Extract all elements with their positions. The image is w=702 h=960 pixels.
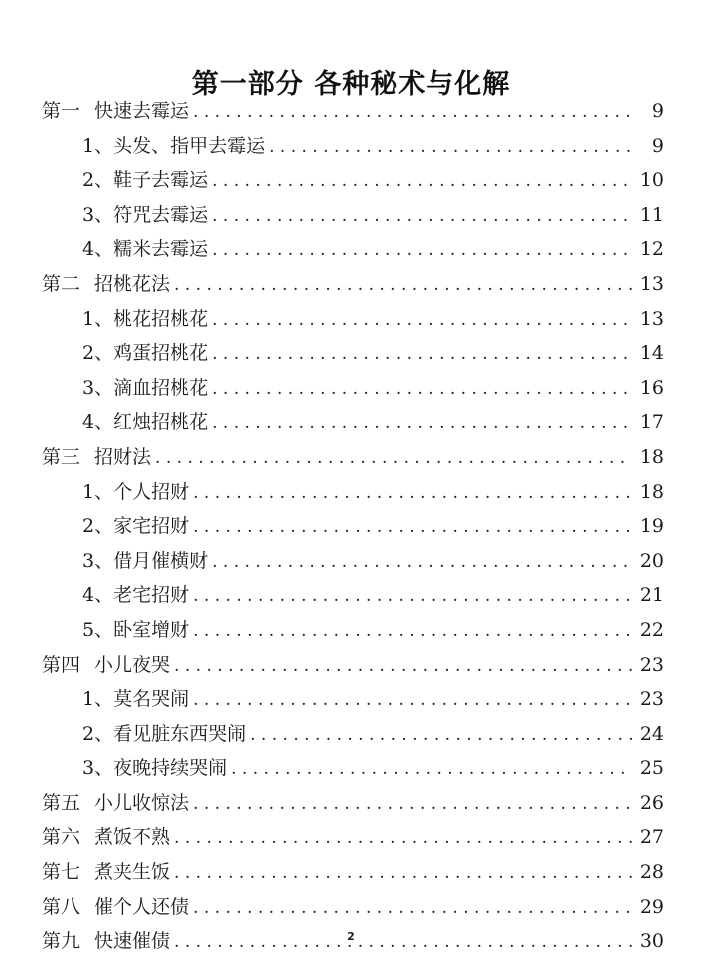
toc-subentry[interactable] bbox=[42, 129, 664, 164]
dot-leader bbox=[193, 787, 632, 822]
toc-subentry[interactable] bbox=[42, 751, 664, 786]
dot-leader bbox=[212, 164, 632, 199]
toc-entry[interactable] bbox=[42, 648, 664, 683]
toc-entry-page: 13 bbox=[639, 307, 664, 330]
toc-entry-page: 19 bbox=[639, 515, 664, 538]
toc-subentry[interactable] bbox=[42, 198, 664, 233]
toc-subentry[interactable] bbox=[42, 578, 664, 613]
toc-entry-page: 23 bbox=[639, 688, 664, 711]
toc-entry-label: 看见脏东西哭闹 bbox=[113, 722, 247, 745]
toc-entry-number: 第八 bbox=[42, 895, 81, 918]
dot-leader bbox=[174, 649, 632, 684]
toc-entry-number: 第四 bbox=[42, 653, 81, 676]
toc-entry[interactable] bbox=[42, 94, 664, 129]
toc-entry-page: 17 bbox=[639, 411, 664, 434]
toc-subentry[interactable] bbox=[42, 682, 664, 717]
table-of-contents bbox=[42, 94, 664, 959]
toc-entry-number: 第三 bbox=[42, 445, 81, 468]
toc-entry-page: 27 bbox=[639, 826, 664, 849]
toc-entry-label: 符咒去霉运 bbox=[113, 203, 209, 226]
toc-subentry[interactable] bbox=[42, 475, 664, 510]
dot-leader bbox=[193, 683, 632, 718]
toc-entry-number: 3、 bbox=[82, 757, 114, 780]
toc-entry-label: 快速去霉运 bbox=[94, 100, 190, 122]
dot-leader bbox=[212, 545, 632, 580]
toc-entry-label: 招桃花法 bbox=[94, 272, 171, 295]
toc-entry-page: 24 bbox=[639, 722, 664, 745]
toc-entry-number: 第九 bbox=[42, 930, 81, 953]
page-number: 2 bbox=[347, 930, 355, 943]
toc-subentry[interactable] bbox=[42, 336, 664, 371]
toc-subentry[interactable] bbox=[42, 613, 664, 648]
toc-entry-label: 煮饭不熟 bbox=[94, 826, 171, 849]
toc-entry-page: 14 bbox=[639, 342, 664, 365]
dot-leader bbox=[193, 95, 632, 130]
toc-entry-page: 23 bbox=[639, 653, 664, 676]
toc-entry-label: 借月催横财 bbox=[113, 549, 209, 572]
toc-entry-number: 3、 bbox=[82, 549, 114, 572]
toc-entry-page: 13 bbox=[639, 272, 664, 295]
toc-entry-page: 16 bbox=[639, 376, 664, 399]
dot-leader bbox=[212, 233, 632, 268]
toc-entry-page: 25 bbox=[639, 757, 664, 780]
toc-entry-number: 1、 bbox=[82, 307, 114, 330]
toc-entry-number: 1、 bbox=[82, 480, 114, 503]
toc-entry-number: 2、 bbox=[82, 515, 114, 538]
toc-entry-number: 第二 bbox=[42, 272, 81, 295]
toc-entry-label: 夜晚持续哭闹 bbox=[113, 757, 228, 780]
dot-leader bbox=[231, 752, 632, 787]
toc-subentry[interactable] bbox=[42, 509, 664, 544]
toc-entry-number: 4、 bbox=[82, 411, 114, 434]
toc-entry-label: 催个人还债 bbox=[94, 895, 190, 918]
toc-entry-number: 第五 bbox=[42, 791, 81, 814]
toc-entry[interactable] bbox=[42, 786, 664, 821]
toc-entry-number: 2、 bbox=[82, 722, 114, 745]
toc-entry-label: 小儿夜哭 bbox=[94, 653, 171, 676]
dot-leader bbox=[212, 406, 632, 441]
toc-entry-label: 小儿收惊法 bbox=[94, 791, 190, 814]
toc-entry-label: 红烛招桃花 bbox=[113, 411, 209, 434]
toc-entry-label: 头发、指甲去霉运 bbox=[113, 134, 266, 157]
toc-subentry[interactable] bbox=[42, 405, 664, 440]
toc-entry-page: 29 bbox=[639, 895, 664, 918]
dot-leader bbox=[212, 199, 632, 234]
toc-entry-label: 卧室增财 bbox=[113, 618, 190, 641]
toc-entry-page: 18 bbox=[639, 480, 664, 503]
toc-entry-page: 10 bbox=[639, 169, 664, 192]
dot-leader bbox=[193, 476, 632, 511]
toc-subentry[interactable] bbox=[42, 232, 664, 267]
toc-entry-number: 第七 bbox=[42, 861, 81, 884]
toc-entry-label: 家宅招财 bbox=[113, 515, 190, 538]
dot-leader bbox=[212, 303, 632, 338]
toc-entry-page: 20 bbox=[639, 549, 664, 572]
toc-entry-number: 5、 bbox=[82, 618, 114, 641]
toc-entry-label: 莫名哭闹 bbox=[113, 688, 190, 711]
toc-entry-label: 鞋子去霉运 bbox=[113, 169, 209, 192]
toc-subentry[interactable] bbox=[42, 302, 664, 337]
toc-entry-page: 11 bbox=[639, 203, 664, 226]
dot-leader bbox=[174, 856, 632, 891]
toc-entry[interactable] bbox=[42, 890, 664, 925]
toc-entry[interactable] bbox=[42, 855, 664, 890]
toc-entry-page: 18 bbox=[639, 445, 664, 468]
toc-entry-label: 煮夹生饭 bbox=[94, 861, 171, 884]
toc-entry-number: 1、 bbox=[82, 688, 114, 711]
toc-entry-label: 糯米去霉运 bbox=[113, 238, 209, 261]
toc-entry-label: 桃花招桃花 bbox=[113, 307, 209, 330]
toc-subentry[interactable] bbox=[42, 163, 664, 198]
dot-leader bbox=[212, 337, 632, 372]
toc-entry-label: 滴血招桃花 bbox=[113, 376, 209, 399]
toc-entry-number: 1、 bbox=[82, 134, 114, 157]
toc-entry-number: 4、 bbox=[82, 238, 114, 261]
dot-leader bbox=[212, 372, 632, 407]
dot-leader bbox=[174, 821, 632, 856]
toc-entry-number: 3、 bbox=[82, 376, 114, 399]
toc-entry-number: 3、 bbox=[82, 203, 114, 226]
toc-entry-label: 鸡蛋招桃花 bbox=[113, 342, 209, 365]
dot-leader bbox=[193, 614, 632, 649]
toc-entry-page: 9 bbox=[651, 100, 664, 122]
toc-entry-label: 快速催债 bbox=[94, 930, 171, 953]
toc-entry-label: 招财法 bbox=[94, 445, 152, 468]
toc-entry-page: 12 bbox=[639, 238, 664, 261]
dot-leader bbox=[250, 718, 632, 753]
toc-entry-number: 第六 bbox=[42, 826, 81, 849]
toc-entry-number: 第一 bbox=[42, 100, 81, 122]
toc-entry-number: 4、 bbox=[82, 584, 114, 607]
toc-entry-page: 22 bbox=[639, 618, 664, 641]
toc-entry[interactable] bbox=[42, 267, 664, 302]
toc-entry-page: 26 bbox=[639, 791, 664, 814]
toc-entry-page: 30 bbox=[639, 930, 664, 953]
dot-leader bbox=[155, 441, 632, 476]
dot-leader bbox=[269, 130, 632, 165]
toc-entry-number: 2、 bbox=[82, 342, 114, 365]
toc-entry-page: 21 bbox=[639, 584, 664, 607]
toc-entry-label: 个人招财 bbox=[113, 480, 190, 503]
toc-entry-page: 9 bbox=[651, 134, 664, 157]
toc-entry-page: 28 bbox=[639, 861, 664, 884]
toc-subentry[interactable] bbox=[42, 371, 664, 406]
toc-entry[interactable] bbox=[42, 440, 664, 475]
toc-entry-label: 老宅招财 bbox=[113, 584, 190, 607]
dot-leader bbox=[193, 510, 632, 545]
dot-leader bbox=[193, 891, 632, 926]
toc-subentry[interactable] bbox=[42, 544, 664, 579]
dot-leader bbox=[193, 579, 632, 614]
dot-leader bbox=[174, 268, 632, 303]
toc-subentry[interactable] bbox=[42, 717, 664, 752]
toc-entry-number: 2、 bbox=[82, 169, 114, 192]
toc-entry[interactable] bbox=[42, 820, 664, 855]
page-title: 第一部分 各种秘术与化解 bbox=[191, 69, 511, 101]
